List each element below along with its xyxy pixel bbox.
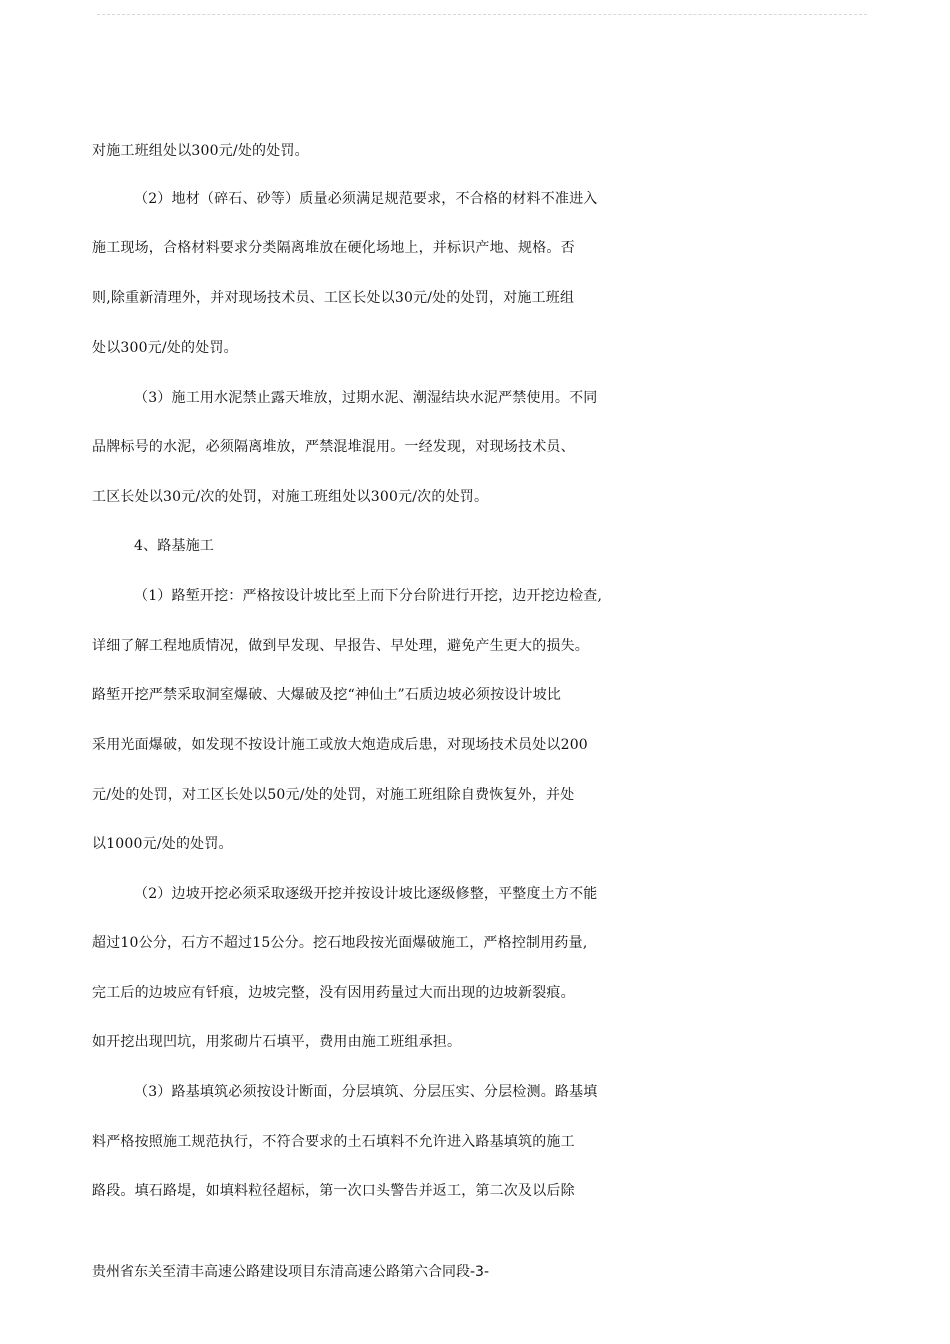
body-line: 则,除重新清理外，并对现场技术员、工区长处以30元/处的处罚，对施工班组 — [92, 290, 575, 306]
body-line: 施工现场，合格材料要求分类隔离堆放在硬化场地上，并标识产地、规格。否 — [92, 240, 575, 256]
body-line: 工区长处以30元/次的处罚，对施工班组处以300元/次的处罚。 — [92, 489, 489, 505]
body-line: 采用光面爆破，如发现不按设计施工或放大炮造成后患，对现场技术员处以200 — [92, 737, 588, 753]
body-line: 元/处的处罚，对工区长处以50元/处的处罚，对施工班组除自费恢复外，并处 — [92, 787, 575, 803]
body-line: 对施工班组处以300元/处的处罚。 — [92, 143, 309, 159]
body-line: （2）边坡开挖必须采取逐级开挖并按设计坡比逐级修整，平整度土方不能 — [134, 886, 598, 902]
body-line: 完工后的边坡应有钎痕，边坡完整，没有因用药量过大而出现的边坡新裂痕。 — [92, 985, 575, 1001]
body-line: （1）路堑开挖：严格按设计坡比至上而下分台阶进行开挖，边开挖边检查, — [134, 588, 603, 604]
header-rule — [97, 14, 867, 15]
section-heading: 4、路基施工 — [134, 538, 215, 554]
body-line: 超过10公分，石方不超过15公分。挖石地段按光面爆破施工，严格控制用药量, — [92, 935, 588, 951]
body-line: （2）地材（碎石、砂等）质量必须满足规范要求，不合格的材料不准进入 — [134, 191, 598, 207]
page-footer: 贵州省东关至清丰高速公路建设项目东清高速公路第六合同段-3- — [92, 1264, 490, 1280]
body-line: 以1000元/处的处罚。 — [92, 836, 233, 852]
body-line: 品牌标号的水泥，必须隔离堆放，严禁混堆混用。一经发现，对现场技术员、 — [92, 439, 575, 455]
body-line: 路段。填石路堤，如填料粒径超标，第一次口头警告并返工，第二次及以后除 — [92, 1183, 575, 1199]
body-line: （3）路基填筑必须按设计断面，分层填筑、分层压实、分层检测。路基填 — [134, 1084, 598, 1100]
body-line: 详细了解工程地质情况，做到早发现、早报告、早处理，避免产生更大的损失。 — [92, 638, 589, 654]
body-line: 处以300元/处的处罚。 — [92, 340, 238, 356]
body-line: 路堑开挖严禁采取洞室爆破、大爆破及挖“神仙土”石质边坡必须按设计坡比 — [92, 687, 562, 703]
body-line: 料严格按照施工规范执行，不符合要求的土石填料不允许进入路基填筑的施工 — [92, 1134, 575, 1150]
body-line: 如开挖出现凹坑，用浆砌片石填平，费用由施工班组承担。 — [92, 1034, 462, 1050]
body-line: （3）施工用水泥禁止露天堆放，过期水泥、潮湿结块水泥严禁使用。不同 — [134, 390, 598, 406]
